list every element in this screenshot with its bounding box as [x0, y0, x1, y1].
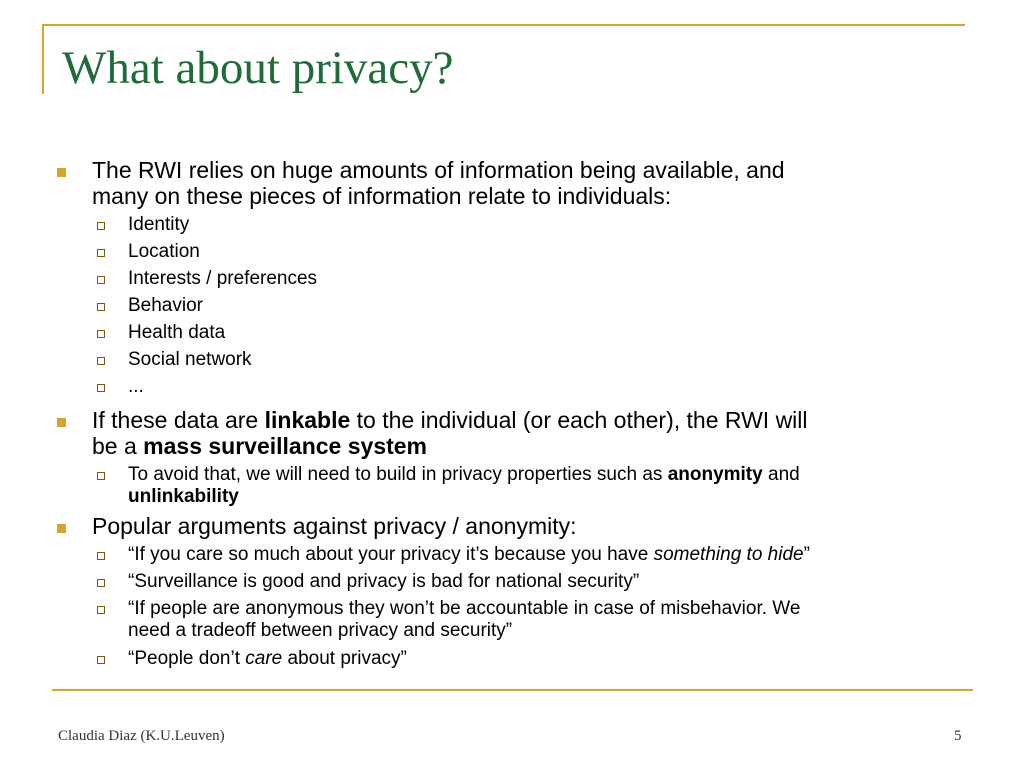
slide-body: [52, 0, 972, 680]
sub-item-location: Location: [128, 241, 200, 262]
point-2-text: If these data are: [92, 407, 265, 433]
sub-item-avoid-line-2: [128, 486, 239, 508]
sub-item-identity: Identity: [128, 214, 190, 235]
sub-item-avoid-line-1: [128, 464, 800, 486]
sub-bullet-icon: [97, 249, 105, 257]
sub-item-health-data: Health data: [128, 322, 226, 343]
sub-bullet-icon: [97, 303, 105, 311]
sub-item-behavior: Behavior: [128, 295, 203, 316]
footer-author: Claudia Diaz (K.U.Leuven): [58, 728, 225, 744]
footer-page-number: 5: [954, 728, 962, 744]
sub-text: “People don’t: [128, 648, 246, 669]
sub-bullet-icon: [97, 384, 105, 392]
sub-bullet-icon: [97, 579, 105, 587]
sub-item-ellipsis: ...: [128, 376, 144, 397]
sub-item-anonymous-line-2: need a tradeoff between privacy and security”: [128, 620, 513, 641]
sub-text: and: [762, 464, 800, 485]
mass-surveillance-emphasis: mass surveillance system: [143, 433, 428, 459]
sub-bullet-icon: [97, 606, 105, 614]
sub-bullet-icon: [97, 330, 105, 338]
bullet-square-icon: [57, 418, 66, 427]
sub-bullet-icon: [97, 276, 105, 284]
slide-title: What about privacy?: [62, 42, 454, 94]
point-1-line-2: many on these pieces of information relate to individuals:: [92, 183, 672, 209]
sub-item-social-network: Social network: [128, 349, 252, 370]
care-emphasis: care: [245, 648, 283, 669]
point-1-line-1: The RWI relies on huge amounts of information being available, and: [92, 157, 785, 183]
sub-item-dont-care: [128, 648, 407, 670]
unlinkability-emphasis: unlinkability: [128, 486, 239, 507]
sub-text: “If you care so much about your privacy it’s because you have: [128, 544, 654, 565]
point-3-line-1: Popular arguments against privacy / anonymity:: [92, 513, 577, 539]
sub-item-something-to-hide: [128, 544, 810, 566]
sub-item-interests: Interests / preferences: [128, 268, 318, 289]
bullet-square-icon: [57, 524, 66, 533]
sub-item-anonymous-line-1: “If people are anonymous they won’t be accountable in case of misbehavior. We: [128, 598, 801, 619]
linkable-emphasis: linkable: [264, 407, 351, 433]
something-to-hide-emphasis: something to hide: [653, 544, 804, 565]
anonymity-emphasis: anonymity: [667, 464, 763, 485]
sub-text: about privacy”: [282, 648, 407, 669]
sub-bullet-icon: [97, 656, 105, 664]
sub-bullet-icon: [97, 357, 105, 365]
point-2-line-2: [92, 433, 427, 459]
bullet-square-icon: [57, 168, 66, 177]
point-2-line-1: [92, 407, 808, 433]
frame-left-rule: [42, 24, 44, 94]
point-2-text: to the individual (or each other), the RWI will: [350, 407, 808, 433]
frame-bottom-rule: [52, 689, 973, 691]
point-2-text: be a: [92, 433, 144, 459]
sub-bullet-icon: [97, 472, 105, 480]
sub-item-surveillance-good: “Surveillance is good and privacy is bad for national security”: [128, 571, 640, 592]
sub-bullet-icon: [97, 552, 105, 560]
sub-text: To avoid that, we will need to build in privacy properties such as: [128, 464, 668, 485]
sub-bullet-icon: [97, 222, 105, 230]
sub-text: ”: [803, 544, 810, 565]
